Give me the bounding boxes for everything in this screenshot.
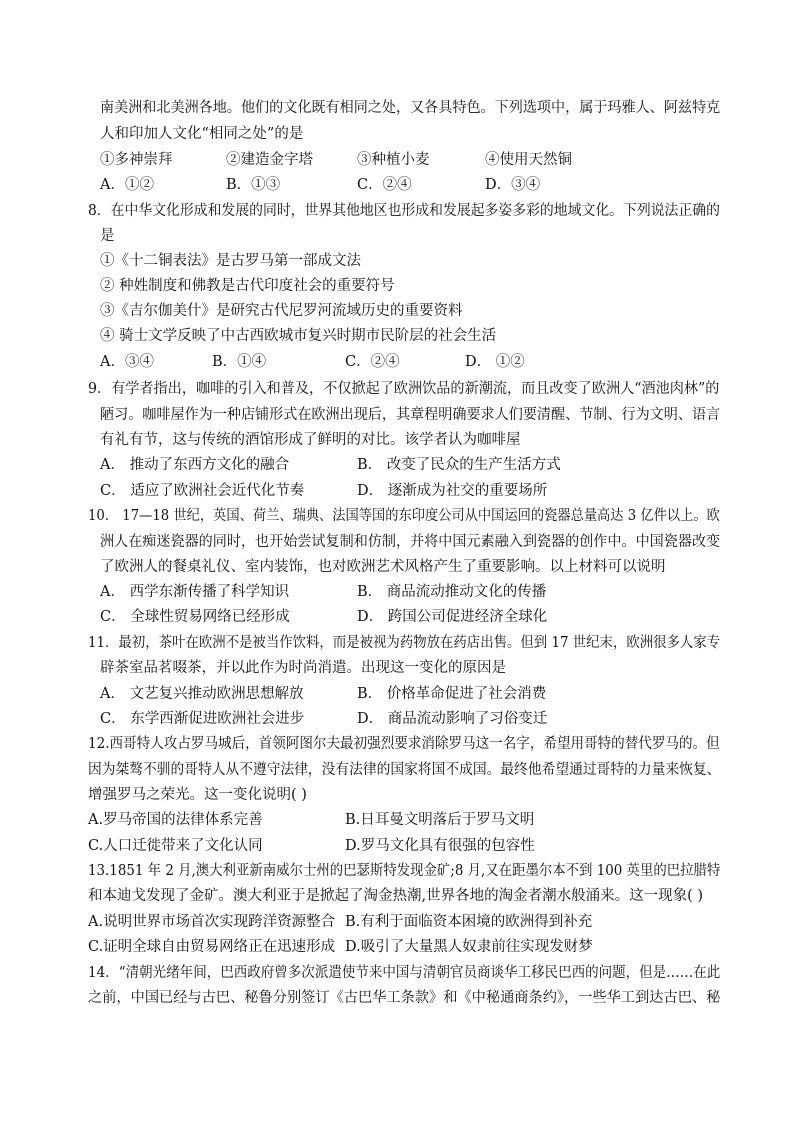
- q7-item-4: ④使用天然铜: [485, 152, 572, 168]
- q9-stem-line-1: 9．有学者指出，咖啡的引入和普及，不仅掀起了欧洲饮品的新潮流，而且改变了欧洲人“酒池肉林”的: [88, 381, 720, 397]
- q12-stem-line-3: 增强罗马之荣光。这一变化说明( ): [88, 787, 307, 803]
- q13-option-a: A.说明世界市场首次实现跨洋资源整合: [88, 914, 336, 930]
- q7-stem-line-2: 人和印加人文化“相同之处”的是: [100, 126, 304, 142]
- q9-stem-line-2: 陋习。咖啡屋作为一种店铺形式在欧洲出现后，其章程明确要求人们要清醒、节制、行为文明、语言: [100, 407, 721, 423]
- q12-stem-line-1: 12.西哥特人攻占罗马城后，首领阿图尔夫最初强烈要求消除罗马这一名字，希望用哥特的替代罗马的。但: [88, 736, 720, 752]
- q13-option-c: C.证明全球自由贸易网络正在迅速形成: [88, 939, 336, 955]
- q9-stem-line-3: 有礼有节，这与传统的酒馆形成了鲜明的对比。该学者认为咖啡屋: [100, 432, 521, 448]
- q8-item-3: ③《吉尔伽美什》是研究古代尼罗河流域历史的重要资料: [100, 303, 463, 319]
- q8-stem-line-1: 8．在中华文化形成和发展的同时，世界其他地区也形成和发展起多姿多彩的地域文化。下列说法正确的: [88, 203, 720, 219]
- q8-option-b: B．①④: [212, 354, 267, 370]
- q7-option-c: C．②④: [357, 177, 412, 193]
- q13-option-d: D.吸引了大量黑人奴隶前往实现发财梦: [345, 939, 593, 955]
- q11-option-b: B． 价格革命促进了社会消费: [357, 686, 547, 702]
- q7-option-b: B．①③: [226, 177, 281, 193]
- q11-stem-line-1: 11．最初，茶叶在欧洲不是被当作饮料，而是被视为药物放在药店出售。但到 17 世纪末，欧洲很多人家专: [88, 635, 721, 651]
- q14-stem-line-1: 14．“清朝光绪年间，巴西政府曾多次派遣使节来中国与清朝官员商谈华工移民巴西的问题，但是……在此: [88, 965, 721, 981]
- q10-option-d: D． 跨国公司促进经济全球化: [357, 609, 548, 625]
- q11-option-c: C． 东学西渐促进欧洲社会进步: [100, 711, 305, 727]
- q10-stem-line-1: 10． 17—18 世纪，英国、荷兰、瑞典、法国等国的东印度公司从中国运回的瓷器总量高达 3 亿件以上。欧: [88, 508, 720, 524]
- q10-option-b: B． 商品流动推动文化的传播: [357, 584, 547, 600]
- q12-option-d: D.罗马文化具有很强的包容性: [345, 838, 535, 854]
- q10-option-a: A． 西学东渐传播了科学知识: [100, 584, 290, 600]
- q12-option-b: B.日耳曼文明落后于罗马文明: [345, 812, 535, 828]
- q8-option-c: C．②④: [345, 354, 400, 370]
- q9-option-d: D． 逐渐成为社交的重要场所: [357, 483, 548, 499]
- q12-stem-line-2: 因为桀骜不驯的哥特人从不遵守法律，没有法律的国家将国不成国。最终他希望通过哥特的力量来恢复、: [88, 762, 721, 778]
- q7-item-2: ②建造金字塔: [226, 152, 313, 168]
- q14-stem-line-2: 之前，中国已经与古巴、秘鲁分别签订《古巴华工条款》和《中秘通商条约》，一些华工到达古巴、秘: [88, 990, 721, 1006]
- q8-stem-line-2: 是: [100, 228, 115, 244]
- q9-option-c: C． 适应了欧洲社会近代化节奏: [100, 483, 305, 499]
- q13-option-b: B.有利于面临资本困境的欧洲得到补充: [345, 914, 593, 930]
- q13-stem-line-1: 13.1851 年 2 月,澳大利亚新南威尔士州的巴瑟斯特发现金矿;8 月,又在距墨尔本不到 100 英里的巴拉腊特: [88, 863, 721, 879]
- q11-stem-line-2: 辟茶室品茗啜茶，并以此作为时尚消遣。出现这一变化的原因是: [100, 660, 506, 676]
- q10-stem-line-3: 了欧洲人的餐桌礼仪、室内装饰，也对欧洲艺术风格产生了重要影响。以上材料可以说明: [100, 559, 666, 575]
- q13-stem-line-2: 和本迪戈发现了金矿。澳大利亚于是掀起了淘金热潮,世界各地的淘金者潮水般涌来。这一现象( ): [88, 888, 704, 904]
- q8-option-a: A．③④: [100, 354, 154, 370]
- q7-option-a: A．①②: [100, 177, 154, 193]
- q9-option-b: B． 改变了民众的生产生活方式: [357, 457, 561, 473]
- q11-option-a: A． 文艺复兴推动欧洲思想解放: [100, 686, 304, 702]
- q7-item-3: ③种植小麦: [357, 152, 430, 168]
- q8-option-d: D． ①②: [465, 354, 525, 370]
- q10-option-c: C． 全球性贸易网络已经形成: [100, 609, 290, 625]
- q7-stem-line-1: 南美洲和北美洲各地。他们的文化既有相同之处，又各具特色。下列选项中，属于玛雅人、阿兹特克: [100, 100, 721, 116]
- q11-option-d: D． 商品流动影响了习俗变迁: [357, 711, 548, 727]
- q7-item-1: ①多神崇拜: [100, 152, 173, 168]
- q8-item-1: ①《十二铜表法》是古罗马第一部成文法: [100, 253, 361, 269]
- q12-option-a: A.罗马帝国的法律体系完善: [88, 812, 263, 828]
- q7-option-d: D．③④: [485, 177, 541, 193]
- q10-stem-line-2: 洲人在痴迷瓷器的同时，也开始尝试复制和仿制，并将中国元素融入到瓷器的创作中。中国瓷器改变: [100, 534, 721, 550]
- q8-item-2: ② 种姓制度和佛教是古代印度社会的重要符号: [100, 278, 395, 294]
- q12-option-c: C.人口迁徙带来了文化认同: [88, 838, 263, 854]
- q8-item-4: ④ 骑士文学反映了中古西欧城市复兴时期市民阶层的社会生活: [100, 328, 497, 344]
- q9-option-a: A． 推动了东西方文化的融合: [100, 457, 290, 473]
